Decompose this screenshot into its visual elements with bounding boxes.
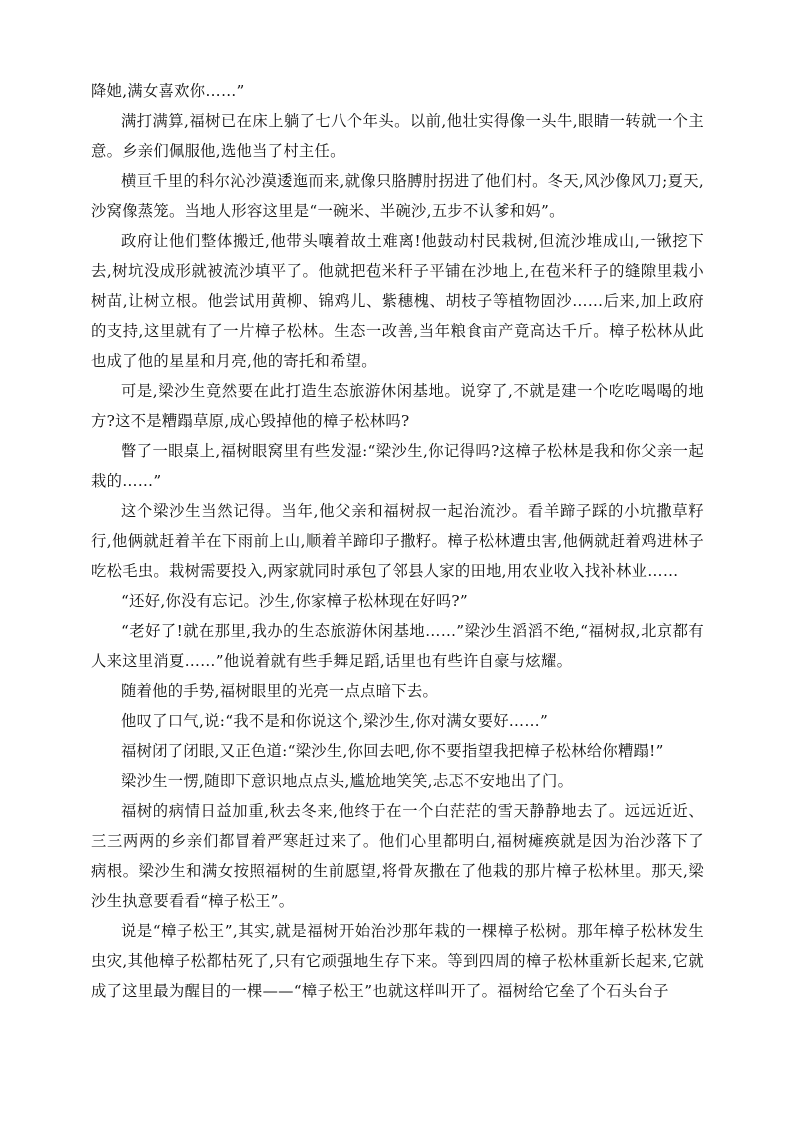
paragraph-9: “老好了!就在那里,我办的生态旅游休闲基地……”梁沙生滔滔不绝,“福树叔,北京都有人来这里消夏……”他说着就有些手舞足蹈,话里也有些许自豪与炫耀。 xyxy=(91,622,704,670)
paragraph-10: 随着他的手势,福树眼里的光亮一点点暗下去。 xyxy=(121,682,439,700)
paragraph-2: 满打满算,福树已在床上躺了七八个年头。以前,他壮实得像一头牛,眼睛一转就一个主意。乡亲们佩服他,选他当了村主任。 xyxy=(91,112,704,160)
article-body xyxy=(91,76,704,1006)
paragraph-7: 这个梁沙生当然记得。当年,他父亲和福树叔一起治流沙。看羊蹄子踩的小坑撒草籽行,他俩就赶着羊在下雨前上山,顺着羊蹄印子撒籽。樟子松林遭虫害,他俩就赶着鸡进林子吃松毛虫。栽树需要投入,两家就同时承包了邻县人家的田地,用农业收入找补林业…… xyxy=(91,502,704,580)
paragraph-5: 可是,梁沙生竟然要在此打造生态旅游休闲基地。说穿了,不就是建一个吃吃喝喝的地方?这不是糟蹋草原,成心毁掉他的樟子松林吗? xyxy=(91,382,704,430)
paragraph-13: 梁沙生一愣,随即下意识地点点头,尴尬地笑笑,忐忑不安地出了门。 xyxy=(121,772,574,790)
paragraph-1: 降她,满女喜欢你……” xyxy=(91,82,245,100)
paragraph-15: 说是“樟子松王”,其实,就是福树开始治沙那年栽的一棵樟子松树。那年樟子松林发生虫灾,其他樟子松都枯死了,只有它顽强地生存下来。等到四周的樟子松林重新长起来,它就成了这里最为醒目的一棵——“樟子松王”也就这样叫开了。福树给它垒了个石头台子 xyxy=(91,922,704,1000)
paragraph-14: 福树的病情日益加重,秋去冬来,他终于在一个白茫茫的雪天静静地去了。远远近近、三三两两的乡亲们都冒着严寒赶过来了。他们心里都明白,福树瘫痪就是因为治沙落下了病根。梁沙生和满女按照福树的生前愿望,将骨灰撒在了他栽的那片樟子松林里。那天,梁沙生执意要看看“樟子松王”。 xyxy=(91,802,704,910)
paragraph-12: 福树闭了闭眼,又正色道:“梁沙生,你回去吧,你不要指望我把樟子松林给你糟蹋!” xyxy=(121,742,664,760)
paragraph-11: 他叹了口气,说:“我不是和你说这个,梁沙生,你对满女要好……” xyxy=(121,712,549,730)
paragraph-6: 瞥了一眼桌上,福树眼窝里有些发湿:“梁沙生,你记得吗?这樟子松林是我和你父亲一起栽的……” xyxy=(91,442,704,490)
paragraph-8: “还好,你没有忘记。沙生,你家樟子松林现在好吗?” xyxy=(121,592,469,610)
paragraph-4: 政府让他们整体搬迁,他带头嚷着故土难离!他鼓动村民栽树,但流沙堆成山,一锹挖下去,树坑没成形就被流沙填平了。他就把苞米秆子平铺在沙地上,在苞米秆子的缝隙里栽小树苗,让树立根。他尝试用黄柳、锦鸡儿、紫穗槐、胡枝子等植物固沙……后来,加上政府的支持,这里就有了一片樟子松林。生态一改善,当年粮食亩产竟高达千斤。樟子松林从此也成了他的星星和月亮,他的寄托和希望。 xyxy=(91,232,704,370)
paragraph-3: 横亘千里的科尔沁沙漠逶迤而来,就像只胳膊肘拐进了他们村。冬天,风沙像风刀;夏天,沙窝像蒸笼。当地人形容这里是“一碗米、半碗沙,五步不认爹和妈”。 xyxy=(91,172,704,220)
